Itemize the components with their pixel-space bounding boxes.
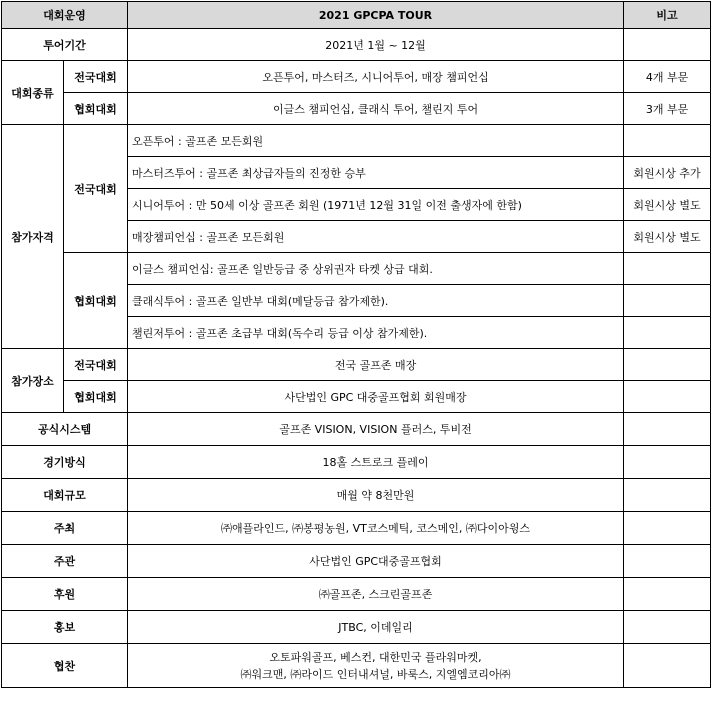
eligibility-row [2,125,711,157]
eligibility-note: 회원시상 추가 [624,157,711,189]
sponsors-value [128,644,624,688]
types-value: 이글스 챔피언십, 클래식 투어, 챌린지 투어 [128,93,624,125]
eligibility-value: 이글스 챔피언십: 골프존 일반등급 중 상위권자 타켓 상급 대회. [128,253,624,285]
types-row [2,61,711,93]
sponsors-label: 협찬 [2,644,128,688]
eligibility-row [2,253,711,285]
period-label: 투어기간 [2,29,128,61]
supporter-row [2,578,711,611]
types-row [2,93,711,125]
eligibility-value: 시니어투어 : 만 50세 이상 골프존 회원 (1971년 12월 31일 이전 출생자에 한함) [128,189,624,221]
system-value: 골프존 VISION, VISION 플러스, 투비전 [128,413,624,446]
types-value: 오픈투어, 마스터즈, 시니어투어, 매장 챔피언십 [128,61,624,93]
header-row [2,2,711,29]
eligibility-note [624,285,711,317]
format-value: 18홀 스트로크 플레이 [128,446,624,479]
eligibility-note: 회원시상 별도 [624,221,711,253]
eligibility-note [624,125,711,157]
format-label: 경기방식 [2,446,128,479]
header-title: 2021 GPCPA TOUR [128,2,624,29]
sponsors-line-2: ㈜워크맨, ㈜라이드 인터내셔널, 바룩스, 지엘엠코리아㈜ [240,667,511,681]
eligibility-association-label: 협회대회 [64,253,128,349]
promotion-label: 홍보 [2,611,128,644]
tour-info-table [1,1,711,688]
venue-value: 전국 골프존 매장 [128,349,624,381]
scale-row [2,479,711,512]
promotion-value: JTBC, 이데일리 [128,611,624,644]
venue-value: 사단법인 GPC 대중골프협회 회원매장 [128,381,624,413]
host-note [624,512,711,545]
types-sub-label: 협회대회 [64,93,128,125]
period-note [624,29,711,61]
header-category: 대회운영 [2,2,128,29]
host-label: 주최 [2,512,128,545]
supporter-label: 후원 [2,578,128,611]
venue-note [624,381,711,413]
eligibility-value: 클래식투어 : 골프존 일반부 대회(메달등급 참가제한). [128,285,624,317]
scale-note [624,479,711,512]
venue-row [2,381,711,413]
venue-sub-label: 전국대회 [64,349,128,381]
system-note [624,413,711,446]
format-row [2,446,711,479]
venue-sub-label: 협회대회 [64,381,128,413]
sponsors-row [2,644,711,688]
venue-row [2,349,711,381]
eligibility-value: 챌린저투어 : 골프존 초급부 대회(독수리 등급 이상 참가제한). [128,317,624,349]
supporter-note [624,578,711,611]
scale-value: 매월 약 8천만원 [128,479,624,512]
types-sub-label: 전국대회 [64,61,128,93]
eligibility-label: 참가자격 [2,125,64,349]
host-value: ㈜애플라인드, ㈜봉평농원, VT코스메틱, 코스메인, ㈜다이아윙스 [128,512,624,545]
eligibility-note [624,317,711,349]
promotion-note [624,611,711,644]
eligibility-note [624,253,711,285]
organizer-value: 사단법인 GPC대중골프협회 [128,545,624,578]
format-note [624,446,711,479]
sponsors-note [624,644,711,688]
organizer-label: 주관 [2,545,128,578]
organizer-row [2,545,711,578]
types-note: 4개 부문 [624,61,711,93]
eligibility-national-label: 전국대회 [64,125,128,253]
types-label: 대회종류 [2,61,64,125]
venue-label: 참가장소 [2,349,64,413]
venue-note [624,349,711,381]
eligibility-value: 오픈투어 : 골프존 모든회원 [128,125,624,157]
period-row [2,29,711,61]
organizer-note [624,545,711,578]
system-label: 공식시스템 [2,413,128,446]
types-note: 3개 부문 [624,93,711,125]
system-row [2,413,711,446]
promotion-row [2,611,711,644]
header-note: 비고 [624,2,711,29]
sponsors-line-1: 오토파워골프, 베스컨, 대한민국 플라워마켓, [269,650,482,664]
eligibility-note: 회원시상 별도 [624,189,711,221]
eligibility-value: 매장챔피언십 : 골프존 모든회원 [128,221,624,253]
eligibility-value: 마스터즈투어 : 골프존 최상급자들의 진정한 승부 [128,157,624,189]
supporter-value: ㈜골프존, 스크린골프존 [128,578,624,611]
scale-label: 대회규모 [2,479,128,512]
host-row [2,512,711,545]
period-value: 2021년 1월 ~ 12월 [128,29,624,61]
